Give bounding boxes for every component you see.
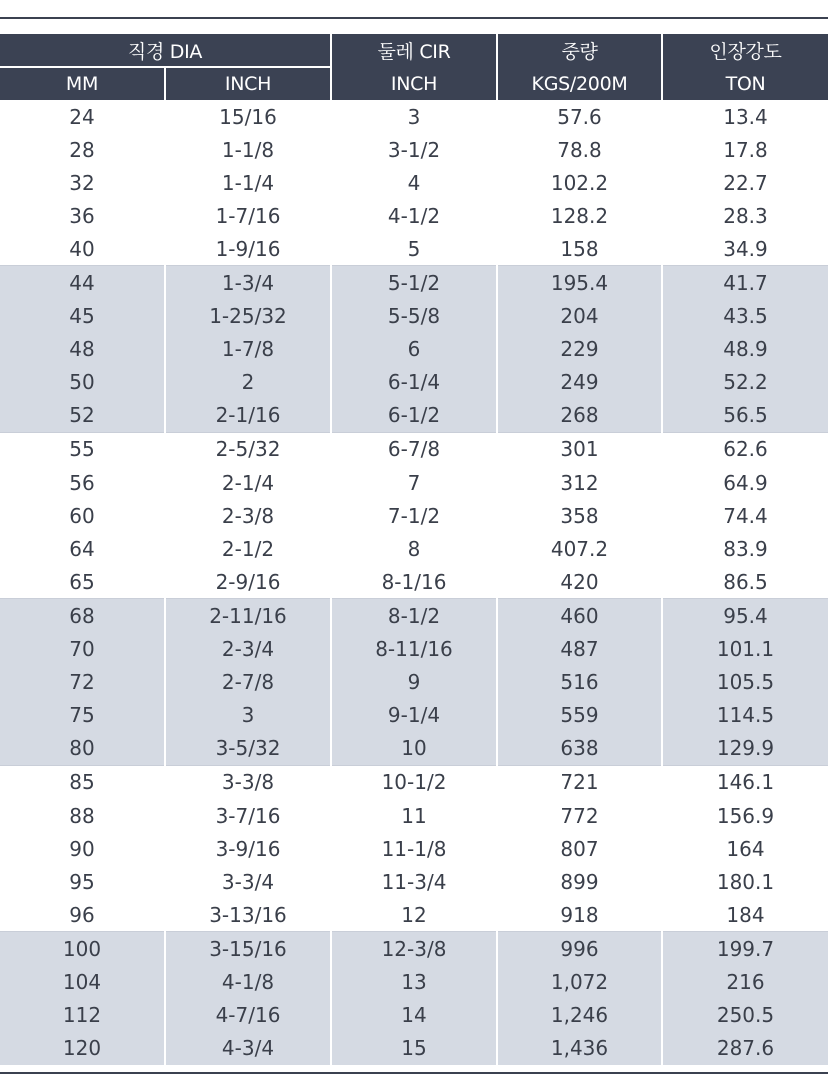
cell-weight: 128.2	[497, 199, 662, 232]
cell-dia-mm: 28	[69, 137, 95, 162]
cell-cir-inch: 5-5/8	[331, 300, 497, 333]
cell-cir-inch: 14	[331, 999, 497, 1032]
cell-weight: 102.2	[497, 166, 662, 199]
header-weight-unit: KGS/200M	[497, 67, 662, 100]
cell-strength: 83.9	[662, 532, 828, 565]
table-row	[0, 232, 828, 266]
cell-weight: 420	[497, 565, 662, 599]
cell-cir-inch: 4	[331, 166, 497, 199]
cell-cir-inch: 13	[331, 965, 497, 998]
cell-dia-mm: 68	[0, 599, 165, 633]
cell-dia-mm: 88	[69, 803, 95, 828]
cell-cir-inch: 5	[331, 232, 497, 266]
cell-dia-mm: 55	[0, 432, 165, 466]
cell-strength: 17.8	[662, 133, 828, 166]
cell-dia-inch: 1-1/8	[165, 133, 331, 166]
cell-dia-inch: 3-7/16	[165, 799, 331, 832]
cell-dia-mm: 52	[0, 399, 165, 433]
cell-cir-inch: 11-1/8	[331, 832, 497, 865]
table-row	[0, 565, 828, 599]
cell-dia-inch: 2-3/8	[165, 499, 331, 532]
cell-strength: 28.3	[662, 199, 828, 232]
cell-cir-inch: 6-7/8	[331, 432, 497, 466]
cell-dia-inch: 2-5/32	[165, 432, 331, 466]
cell-dia-inch: 15/16	[165, 100, 331, 133]
table-row	[0, 999, 828, 1032]
cell-cir-inch: 10	[331, 732, 497, 766]
cell-dia-mm: 120	[0, 1032, 165, 1065]
cell-strength: 101.1	[662, 633, 828, 666]
cell-strength: 184	[662, 898, 828, 932]
cell-strength: 287.6	[662, 1032, 828, 1065]
cell-weight: 559	[497, 699, 662, 732]
cell-strength: 146.1	[662, 765, 828, 799]
table-row	[0, 166, 828, 199]
cell-cir-inch: 6	[331, 333, 497, 366]
cell-cir-inch: 3	[331, 100, 497, 133]
cell-dia-inch: 3	[165, 699, 331, 732]
cell-cir-inch: 12-3/8	[331, 932, 497, 966]
header-cir: 둘레 CIR	[331, 34, 497, 67]
cell-dia-mm: 24	[69, 104, 95, 129]
table-row	[0, 666, 828, 699]
table-row	[0, 133, 828, 166]
cell-dia-inch: 2-3/4	[165, 633, 331, 666]
cell-weight: 516	[497, 666, 662, 699]
cell-dia-inch: 1-9/16	[165, 232, 331, 266]
table-row	[0, 832, 828, 865]
table-row	[0, 300, 828, 333]
table-row	[0, 898, 828, 932]
cell-weight: 460	[497, 599, 662, 633]
cell-strength: 199.7	[662, 932, 828, 966]
cell-strength: 180.1	[662, 865, 828, 898]
header-dia-group: 직경 DIA	[0, 34, 331, 67]
cell-cir-inch: 7-1/2	[331, 499, 497, 532]
cell-weight: 487	[497, 633, 662, 666]
cell-cir-inch: 6-1/2	[331, 399, 497, 433]
cell-dia-mm: 72	[0, 666, 165, 699]
cell-weight: 78.8	[497, 133, 662, 166]
cell-dia-mm: 56	[69, 470, 95, 495]
cell-dia-mm: 95	[69, 869, 95, 894]
rope-spec-table	[0, 34, 828, 1065]
cell-dia-inch: 3-13/16	[165, 898, 331, 932]
cell-cir-inch: 8-1/2	[331, 599, 497, 633]
cell-dia-inch: 2-1/16	[165, 399, 331, 433]
table-row	[0, 799, 828, 832]
table-row	[0, 633, 828, 666]
header-dia-inch: INCH	[165, 67, 331, 100]
cell-dia-mm: 64	[69, 536, 95, 561]
table-row	[0, 499, 828, 532]
bottom-rule	[0, 1072, 828, 1074]
cell-strength: 156.9	[662, 799, 828, 832]
cell-dia-inch: 1-1/4	[165, 166, 331, 199]
table-row	[0, 366, 828, 399]
cell-dia-inch: 1-7/16	[165, 199, 331, 232]
cell-weight: 268	[497, 399, 662, 433]
cell-dia-inch: 3-9/16	[165, 832, 331, 865]
cell-dia-mm: 44	[0, 266, 165, 300]
cell-weight: 249	[497, 366, 662, 399]
table-row	[0, 466, 828, 499]
table-row	[0, 865, 828, 898]
cell-weight: 312	[497, 466, 662, 499]
cell-strength: 64.9	[662, 466, 828, 499]
table-row	[0, 932, 828, 966]
cell-strength: 62.6	[662, 432, 828, 466]
cell-strength: 41.7	[662, 266, 828, 300]
header-weight: 중량	[497, 34, 662, 67]
table-row	[0, 532, 828, 565]
cell-strength: 95.4	[662, 599, 828, 633]
table-row	[0, 432, 828, 466]
table-row	[0, 732, 828, 766]
cell-cir-inch: 10-1/2	[331, 765, 497, 799]
cell-weight: 407.2	[497, 532, 662, 565]
cell-weight: 772	[497, 799, 662, 832]
cell-cir-inch: 12	[331, 898, 497, 932]
cell-dia-inch: 3-5/32	[165, 732, 331, 766]
cell-dia-mm: 40	[69, 236, 95, 261]
cell-dia-inch: 3-3/8	[165, 765, 331, 799]
cell-dia-inch: 4-3/4	[165, 1032, 331, 1065]
cell-cir-inch: 11-3/4	[331, 865, 497, 898]
table-header	[0, 34, 828, 100]
header-strength-unit: TON	[662, 67, 828, 100]
cell-strength: 114.5	[662, 699, 828, 732]
cell-weight: 229	[497, 333, 662, 366]
cell-strength: 164	[662, 832, 828, 865]
cell-weight: 204	[497, 300, 662, 333]
cell-dia-inch: 2-7/8	[165, 666, 331, 699]
cell-cir-inch: 6-1/4	[331, 366, 497, 399]
cell-dia-inch: 2-1/2	[165, 532, 331, 565]
table-row	[0, 965, 828, 998]
cell-weight: 158	[497, 232, 662, 266]
cell-weight: 301	[497, 432, 662, 466]
cell-strength: 43.5	[662, 300, 828, 333]
header-cir-unit: INCH	[331, 67, 497, 100]
cell-strength: 74.4	[662, 499, 828, 532]
cell-dia-mm: 45	[0, 300, 165, 333]
cell-dia-inch: 1-3/4	[165, 266, 331, 300]
cell-strength: 22.7	[662, 166, 828, 199]
cell-cir-inch: 9-1/4	[331, 699, 497, 732]
cell-dia-mm: 32	[69, 170, 95, 195]
cell-dia-mm: 60	[69, 503, 95, 528]
cell-strength: 216	[662, 965, 828, 998]
cell-dia-inch: 1-25/32	[165, 300, 331, 333]
cell-dia-mm: 80	[0, 732, 165, 766]
cell-dia-mm: 85	[0, 765, 165, 799]
cell-strength: 13.4	[662, 100, 828, 133]
cell-strength: 129.9	[662, 732, 828, 766]
cell-weight: 721	[497, 765, 662, 799]
cell-cir-inch: 4-1/2	[331, 199, 497, 232]
cell-dia-mm: 36	[69, 203, 95, 228]
cell-dia-mm: 75	[0, 699, 165, 732]
cell-dia-mm: 65	[69, 569, 95, 594]
table-row	[0, 333, 828, 366]
cell-dia-inch: 3-15/16	[165, 932, 331, 966]
cell-dia-mm: 48	[0, 333, 165, 366]
cell-weight: 638	[497, 732, 662, 766]
cell-dia-mm: 96	[69, 902, 95, 927]
cell-dia-inch: 4-7/16	[165, 999, 331, 1032]
cell-dia-mm: 50	[0, 366, 165, 399]
top-rule	[0, 17, 828, 19]
cell-dia-mm: 104	[0, 965, 165, 998]
table-row	[0, 1032, 828, 1065]
cell-strength: 52.2	[662, 366, 828, 399]
cell-dia-mm: 90	[69, 836, 95, 861]
cell-dia-inch: 2	[165, 366, 331, 399]
cell-cir-inch: 3-1/2	[331, 133, 497, 166]
table-row	[0, 199, 828, 232]
cell-strength: 34.9	[662, 232, 828, 266]
cell-cir-inch: 8-1/16	[331, 565, 497, 599]
cell-weight: 899	[497, 865, 662, 898]
table-row	[0, 399, 828, 433]
table-row	[0, 100, 828, 133]
cell-dia-inch: 3-3/4	[165, 865, 331, 898]
cell-strength: 48.9	[662, 333, 828, 366]
table-row	[0, 699, 828, 732]
cell-weight: 918	[497, 898, 662, 932]
cell-dia-inch: 2-1/4	[165, 466, 331, 499]
table-row	[0, 765, 828, 799]
cell-strength: 56.5	[662, 399, 828, 433]
cell-dia-mm: 70	[0, 633, 165, 666]
cell-weight: 358	[497, 499, 662, 532]
cell-cir-inch: 11	[331, 799, 497, 832]
cell-cir-inch: 9	[331, 666, 497, 699]
cell-weight: 57.6	[497, 100, 662, 133]
cell-dia-inch: 4-1/8	[165, 965, 331, 998]
cell-cir-inch: 8-11/16	[331, 633, 497, 666]
cell-dia-inch: 2-11/16	[165, 599, 331, 633]
table-body	[0, 100, 828, 1065]
cell-cir-inch: 15	[331, 1032, 497, 1065]
cell-strength: 105.5	[662, 666, 828, 699]
cell-dia-mm: 100	[0, 932, 165, 966]
cell-cir-inch: 5-1/2	[331, 266, 497, 300]
cell-dia-inch: 1-7/8	[165, 333, 331, 366]
cell-weight: 1,072	[497, 965, 662, 998]
cell-cir-inch: 8	[331, 532, 497, 565]
cell-weight: 195.4	[497, 266, 662, 300]
cell-cir-inch: 7	[331, 466, 497, 499]
cell-strength: 250.5	[662, 999, 828, 1032]
cell-dia-mm: 112	[0, 999, 165, 1032]
cell-weight: 996	[497, 932, 662, 966]
header-strength: 인장강도	[662, 34, 828, 67]
cell-weight: 807	[497, 832, 662, 865]
table-row	[0, 599, 828, 633]
cell-weight: 1,246	[497, 999, 662, 1032]
cell-strength: 86.5	[662, 565, 828, 599]
table-row	[0, 266, 828, 300]
header-dia-mm: MM	[0, 67, 165, 100]
cell-weight: 1,436	[497, 1032, 662, 1065]
cell-dia-inch: 2-9/16	[165, 565, 331, 599]
